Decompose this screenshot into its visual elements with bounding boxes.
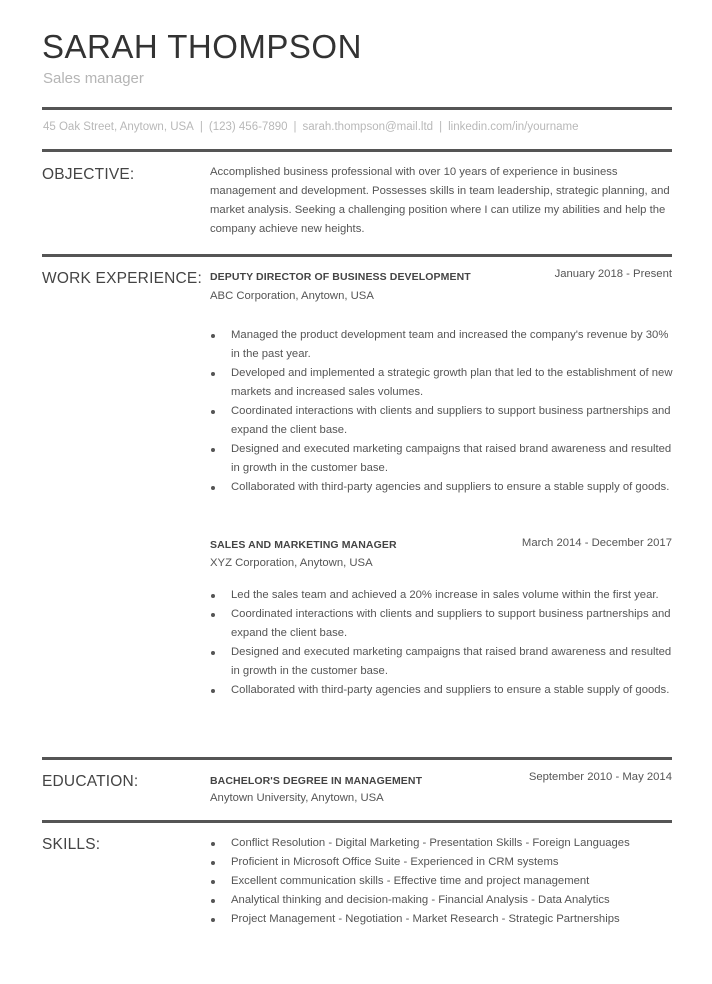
bullet-text: Led the sales team and achieved a 20% increase in sales volume within the first year. <box>231 589 659 601</box>
list-item <box>210 834 675 853</box>
bullet-icon <box>211 918 215 922</box>
skill-text: Excellent communication skills - Effective time and project management <box>231 875 590 887</box>
bullet-icon <box>211 372 215 376</box>
separator: | <box>439 121 443 133</box>
list-item <box>210 586 675 605</box>
bullet-text: Collaborated with third-party agencies and suppliers to ensure a stable supply of goods. <box>231 481 670 493</box>
list-item <box>210 364 675 402</box>
skills-list <box>210 834 675 929</box>
bullet-text: Managed the product development team and increased the company's revenue by 30% in the past year. <box>231 329 669 360</box>
bullet-icon <box>211 842 215 846</box>
bullet-text: Designed and executed marketing campaigns that raised brand awareness and resulted in growth in the customer base. <box>231 646 672 677</box>
section-label-education: EDUCATION: <box>42 773 139 790</box>
section-label-objective: OBJECTIVE: <box>42 166 135 183</box>
list-item <box>210 891 675 910</box>
contact-linkedin[interactable]: linkedin.com/in/yourname <box>448 121 579 133</box>
job-title: SALES AND MARKETING MANAGER <box>210 539 397 551</box>
contact-address: 45 Oak Street, Anytown, USA <box>43 121 194 133</box>
candidate-name: SARAH THOMPSON <box>42 28 362 65</box>
job-title: DEPUTY DIRECTOR OF BUSINESS DEVELOPMENT <box>210 271 471 283</box>
list-item <box>210 326 675 364</box>
list-item <box>210 853 675 872</box>
job-dates: January 2018 - Present <box>554 268 672 280</box>
list-item <box>210 478 675 497</box>
skill-text: Project Management - Negotiation - Market Research - Strategic Partnerships <box>231 913 620 925</box>
list-item <box>210 440 675 478</box>
bullet-icon <box>211 594 215 598</box>
list-item <box>210 643 675 681</box>
divider <box>42 254 672 257</box>
skill-text: Conflict Resolution - Digital Marketing - Presentation Skills - Foreign Languages <box>231 837 630 849</box>
contact-line <box>43 121 579 133</box>
list-item <box>210 681 675 700</box>
list-item <box>210 402 675 440</box>
skill-text: Analytical thinking and decision-making - Financial Analysis - Data Analytics <box>231 894 610 906</box>
bullet-icon <box>211 689 215 693</box>
bullet-text: Coordinated interactions with clients and suppliers to support business partnerships and expand the client base. <box>231 405 671 436</box>
divider <box>42 149 672 152</box>
job-organization: ABC Corporation, Anytown, USA <box>210 290 374 302</box>
bullet-icon <box>211 861 215 865</box>
section-label-work-experience: WORK EXPERIENCE: <box>42 270 202 287</box>
job-organization: XYZ Corporation, Anytown, USA <box>210 557 373 569</box>
bullet-icon <box>211 334 215 338</box>
bullet-icon <box>211 899 215 903</box>
contact-phone: (123) 456-7890 <box>208 121 288 133</box>
separator: | <box>293 121 297 133</box>
degree-title: BACHELOR'S DEGREE IN MANAGEMENT <box>210 775 423 787</box>
bullet-text: Coordinated interactions with clients and suppliers to support business partnerships and expand the client base. <box>231 608 671 639</box>
divider <box>42 757 672 760</box>
job-dates: March 2014 - December 2017 <box>521 537 672 549</box>
separator: | <box>199 121 203 133</box>
section-label-skills: SKILLS: <box>42 836 101 853</box>
bullet-text: Designed and executed marketing campaigns that raised brand awareness and resulted in growth in the customer base. <box>231 443 672 474</box>
education-dates: September 2010 - May 2014 <box>528 771 672 783</box>
contact-email[interactable]: sarah.thompson@mail.ltd <box>302 121 434 133</box>
job-bullets <box>210 586 675 700</box>
divider <box>42 107 672 110</box>
bullet-icon <box>211 613 215 617</box>
list-item <box>210 910 675 929</box>
bullet-icon <box>211 486 215 490</box>
list-item <box>210 872 675 891</box>
bullet-icon <box>211 410 215 414</box>
bullet-icon <box>211 651 215 655</box>
school-name: Anytown University, Anytown, USA <box>210 792 384 804</box>
bullet-text: Collaborated with third-party agencies and suppliers to ensure a stable supply of goods. <box>231 684 670 696</box>
bullet-icon <box>211 880 215 884</box>
list-item <box>210 605 675 643</box>
job-bullets <box>210 326 675 497</box>
objective-text: Accomplished business professional with over 10 years of experience in business management and development. Possesses skills in team leadership, strategic planning, and market analysis. Seeking a challenging position where I can utilize my abilities and help the company achieve new heights. <box>210 166 670 235</box>
bullet-icon <box>211 448 215 452</box>
divider <box>42 820 672 823</box>
skill-text: Proficient in Microsoft Office Suite - Experienced in CRM systems <box>231 856 559 868</box>
bullet-text: Developed and implemented a strategic growth plan that led to the establishment of new markets and increased sales volumes. <box>231 367 673 398</box>
job-title-subtitle: Sales manager <box>43 70 144 87</box>
